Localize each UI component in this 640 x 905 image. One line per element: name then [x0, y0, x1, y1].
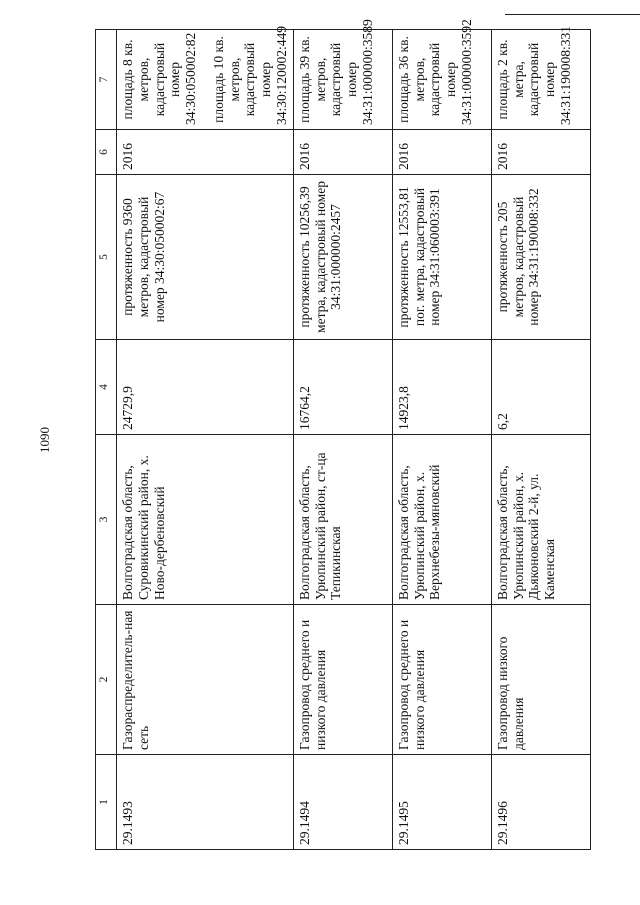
object-area-extra: площадь 10 кв. метров, кадастровый номер 34:30:120002:449 [210, 25, 290, 125]
object-location: Волгоградская область, Урюпинский район, х. Верхнебезы-мяновский [392, 435, 491, 605]
object-name: Газопровод среднего и низкого давления [293, 605, 392, 755]
page-number: 1090 [37, 427, 52, 453]
object-year: 2016 [491, 130, 590, 175]
object-area: площадь 36 кв. метров, кадастровый номер 34:31:000000:3592 [392, 30, 491, 130]
top-rule [505, 14, 640, 15]
object-year: 2016 [293, 130, 392, 175]
table-row [117, 30, 294, 850]
object-location: Волгоградская область, Урюпинский район, х. Дьяконовский 2-й, ул. Каменская [491, 435, 590, 605]
object-extent: протяженность 9360 метров, кадастровый номер 34:30:050002:67 [117, 175, 294, 340]
object-year: 2016 [117, 130, 294, 175]
rotated-page [37, 19, 573, 850]
row-id: 29.1494 [293, 755, 392, 850]
col-header-5: 5 [96, 175, 117, 340]
object-location: Волгоградская область, Урюпинский район, ст-ца Тепикинская [293, 435, 392, 605]
object-location: Волгоградская область, Суровикинский район, х. Ново-дербеновский [117, 435, 294, 605]
table-row [491, 30, 590, 850]
header-row [96, 30, 117, 850]
row-id: 29.1493 [117, 755, 294, 850]
row-id: 29.1495 [392, 755, 491, 850]
object-area: площадь 2 кв. метра, кадастровый номер 34:31:190008:331 [491, 30, 590, 130]
object-area: площадь 39 кв. метров, кадастровый номер 34:31:000000:3589 [293, 30, 392, 130]
col-header-1: 1 [96, 755, 117, 850]
table-row [392, 30, 491, 850]
object-cost: 6,2 [491, 340, 590, 435]
object-extent: протяженность 10256,39 метра, кадастровый номер 34:31:000000:2457 [293, 175, 392, 340]
col-header-7: 7 [96, 30, 117, 130]
object-name: Газораспределитель-ная сеть [117, 605, 294, 755]
col-header-3: 3 [96, 435, 117, 605]
object-year: 2016 [392, 130, 491, 175]
object-name: Газопровод низкого давления [491, 605, 590, 755]
col-header-6: 6 [96, 130, 117, 175]
object-cost: 16764,2 [293, 340, 392, 435]
object-cost: 14923,8 [392, 340, 491, 435]
property-table [95, 19, 591, 850]
row-id: 29.1496 [491, 755, 590, 850]
object-name: Газопровод среднего и низкого давления [392, 605, 491, 755]
object-area-cell [117, 25, 294, 130]
object-cost: 24729,9 [117, 340, 294, 435]
table-row [293, 30, 392, 850]
col-header-2: 2 [96, 605, 117, 755]
object-extent: протяженность 205 метров, кадастровый номер 34:31:190008:332 [491, 175, 590, 340]
object-extent: протяженность 12553,81 пог. метра, кадастровый номер 34:31:060003:391 [392, 175, 491, 340]
object-area: площадь 8 кв. метров, кадастровый номер 34:30:050002:82 [120, 32, 199, 125]
col-header-4: 4 [96, 340, 117, 435]
